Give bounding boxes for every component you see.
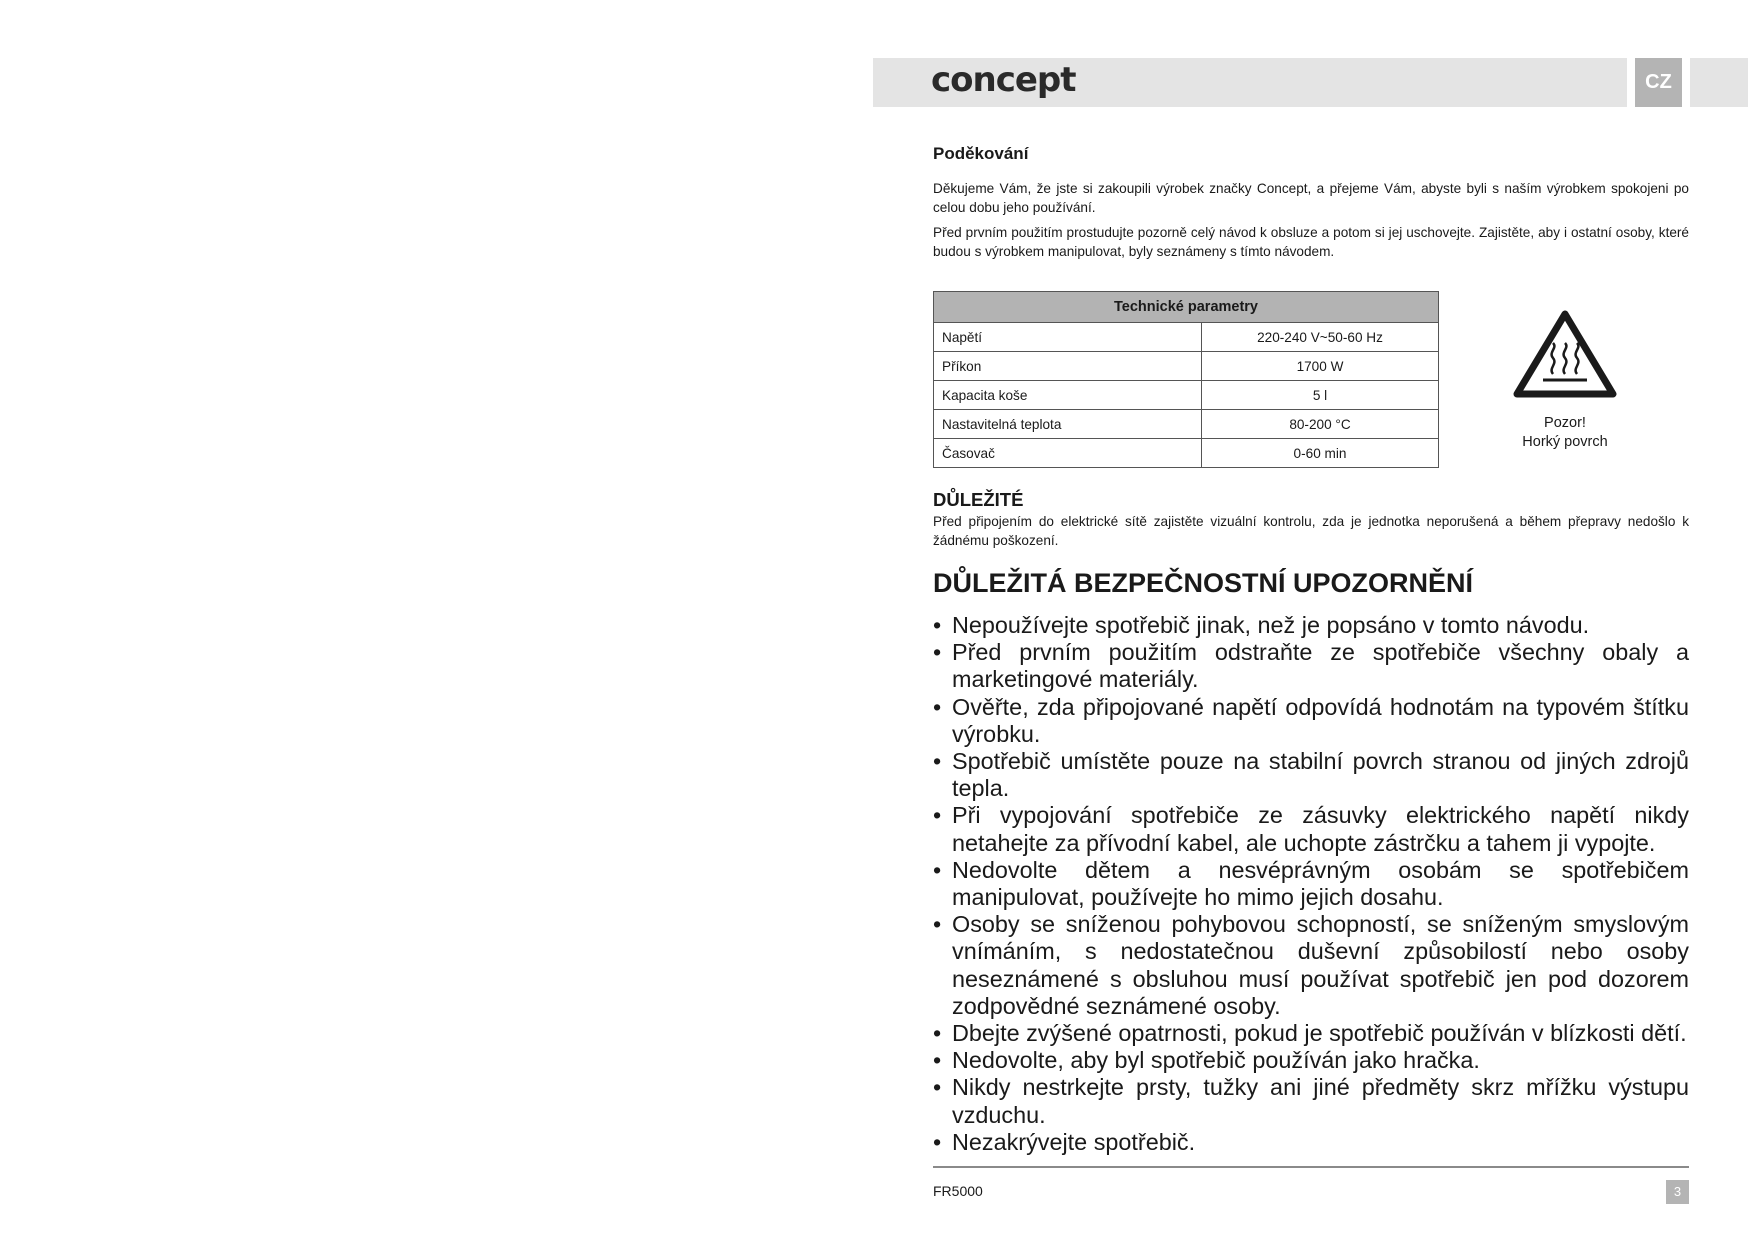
technical-parameters-table	[933, 291, 1439, 468]
language-badge: CZ	[1635, 58, 1682, 107]
important-text: Před připojením do elektrické sítě zajistěte vizuální kontrolu, zda je jednotka neporušená a během přepravy nedošlo k žádnému poškození.	[933, 514, 1689, 548]
list-item: • Nikdy nestrkejte prsty, tužky ani jiné předměty skrz mřížku výstupu vzduchu.	[933, 1074, 1689, 1128]
list-item: • Spotřebič umístěte pouze na stabilní povrch stranou od jiných zdrojů tepla.	[933, 748, 1689, 802]
param-value: 5 l	[1202, 381, 1439, 410]
safety-heading: DŮLEŽITÁ BEZPEČNOSTNÍ UPOZORNĚNÍ	[933, 568, 1474, 598]
hot-surface-warning-icon	[1513, 308, 1617, 400]
param-value: 0-60 min	[1202, 439, 1439, 468]
header-bar	[873, 58, 1627, 107]
param-value: 80-200 °C	[1202, 410, 1439, 439]
table-title: Technické parametry	[934, 292, 1439, 323]
table-row	[934, 381, 1439, 410]
list-item: • Nedovolte, aby byl spotřebič používán jako hračka.	[933, 1047, 1689, 1074]
warning-caption	[1500, 414, 1630, 452]
warning-line-2: Horký povrch	[1522, 434, 1608, 450]
param-label: Napětí	[934, 323, 1202, 352]
table-row	[934, 323, 1439, 352]
list-item: • Ověřte, zda připojované napětí odpovídá hodnotám na typovém štítku výrobku.	[933, 694, 1689, 748]
list-item: • Nedovolte dětem a nesvéprávným osobám se spotřebičem manipulovat, používejte ho mimo jejich dosahu.	[933, 857, 1689, 911]
param-value: 1700 W	[1202, 352, 1439, 381]
list-item: • Před prvním použitím odstraňte ze spotřebiče všechny obaly a marketingové materiály.	[933, 639, 1689, 693]
table-row	[934, 352, 1439, 381]
important-heading: DŮLEŽITÉ	[933, 489, 1024, 510]
page-number: 3	[1666, 1180, 1689, 1204]
brand-logo: concept	[931, 60, 1076, 100]
list-item: • Nezakrývejte spotřebič.	[933, 1129, 1689, 1156]
param-label: Příkon	[934, 352, 1202, 381]
param-label: Nastavitelná teplota	[934, 410, 1202, 439]
list-item: • Dbejte zvýšené opatrnosti, pokud je spotřebič používán v blízkosti dětí.	[933, 1020, 1689, 1047]
param-label: Kapacita koše	[934, 381, 1202, 410]
param-value: 220-240 V~50-60 Hz	[1202, 323, 1439, 352]
table-row	[934, 439, 1439, 468]
list-item: • Při vypojování spotřebiče ze zásuvky elektrického napětí nikdy netahejte za přívodní kabel, ale uchopte zástrčku a tahem ji vypojte.	[933, 802, 1689, 856]
warning-line-1: Pozor!	[1544, 415, 1586, 431]
table-row	[934, 410, 1439, 439]
footer-divider	[933, 1166, 1689, 1168]
thanks-paragraph-1: Děkujeme Vám, že jste si zakoupili výrobek značky Concept, a přejeme Vám, abyste byli s naším výrobkem spokojeni po celou dobu jeho používání.	[933, 181, 1689, 215]
model-number: FR5000	[933, 1183, 983, 1199]
list-item: • Osoby se sníženou pohybovou schopností, se sníženým smyslovým vnímáním, s nedostatečnou duševní způsobilostí nebo osoby neseznámené s obsluhou musí používat spotřebič jen pod dozorem zodpovědné seznámené osoby.	[933, 911, 1689, 1020]
thanks-heading: Poděkování	[933, 144, 1029, 163]
thanks-paragraph-2: Před prvním použitím prostudujte pozorně celý návod k obsluze a potom si jej uschovejte. Zajistěte, aby i ostatní osoby, které budou s výrobkem manipulovat, byly seznámeny s tímto návodem.	[933, 225, 1689, 259]
list-item: • Nepoužívejte spotřebič jinak, než je popsáno v tomto návodu.	[933, 612, 1689, 639]
param-label: Časovač	[934, 439, 1202, 468]
safety-list	[933, 612, 1689, 1156]
header-tail	[1690, 58, 1748, 107]
